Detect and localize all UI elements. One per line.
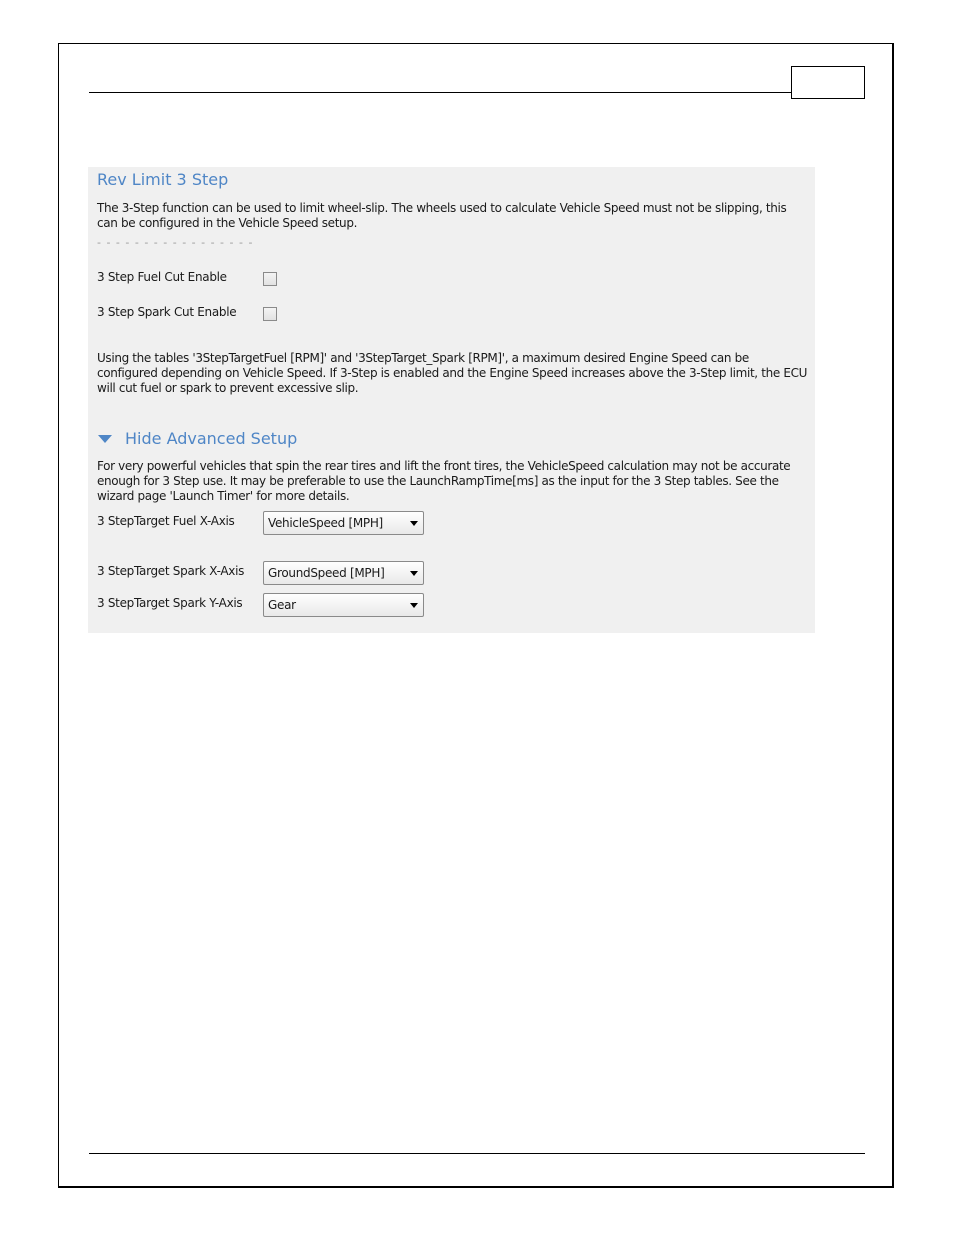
separator: - - - - - - - - - - - - - - - - - — [97, 236, 254, 249]
fuel-cut-enable-label: 3 Step Fuel Cut Enable — [97, 270, 227, 284]
spark-cut-enable-label: 3 Step Spark Cut Enable — [97, 305, 237, 319]
spark-y-axis-select[interactable] — [263, 593, 424, 617]
spark-cut-enable-checkbox[interactable] — [263, 307, 277, 321]
spark-y-axis-value: Gear — [268, 598, 296, 612]
dropdown-arrow-icon — [410, 603, 418, 608]
collapse-triangle-icon — [98, 435, 112, 443]
hide-advanced-setup-label: Hide Advanced Setup — [125, 429, 298, 448]
spark-x-axis-value: GroundSpeed [MPH] — [268, 566, 385, 580]
header-rule — [89, 92, 791, 93]
spark-y-axis-label: 3 StepTarget Spark Y-Axis — [97, 596, 243, 610]
intro-text: The 3-Step function can be used to limit wheel-slip. The wheels used to calculate Vehicle Speed must not be slipping, this can be configured in the Vehicle Speed setup. — [97, 201, 787, 230]
dropdown-arrow-icon — [410, 521, 418, 526]
footer-rule — [89, 1153, 865, 1154]
fuel-x-axis-value: VehicleSpeed [MPH] — [268, 516, 383, 530]
spark-x-axis-label: 3 StepTarget Spark X-Axis — [97, 564, 245, 578]
fuel-x-axis-label: 3 StepTarget Fuel X-Axis — [97, 514, 235, 528]
fuel-x-axis-select[interactable] — [263, 511, 424, 535]
tables-description: Using the tables '3StepTargetFuel [RPM]' and '3StepTarget_Spark [RPM]', a maximum desired Engine Speed can be configured depending on Vehicle Speed. If 3-Step is enabled and the Engine Speed increases above the 3-Step limit, the ECU will cut fuel or spark to prevent excessive slip. — [97, 351, 808, 395]
spark-x-axis-select[interactable] — [263, 561, 424, 585]
section-title: Rev Limit 3 Step — [97, 170, 229, 189]
fuel-cut-enable-checkbox[interactable] — [263, 272, 277, 286]
hide-advanced-setup-toggle[interactable] — [98, 429, 297, 448]
rev-limit-3-step-panel — [88, 167, 815, 633]
dropdown-arrow-icon — [410, 571, 418, 576]
page-number-box — [791, 66, 865, 99]
advanced-description: For very powerful vehicles that spin the rear tires and lift the front tires, the VehicleSpeed calculation may not be accurate enough for 3 Step use. It may be preferable to use the LaunchRampTime[ms] as the input for the 3 Step tables. See the wizard page 'Launch Timer' for more details. — [97, 459, 791, 503]
